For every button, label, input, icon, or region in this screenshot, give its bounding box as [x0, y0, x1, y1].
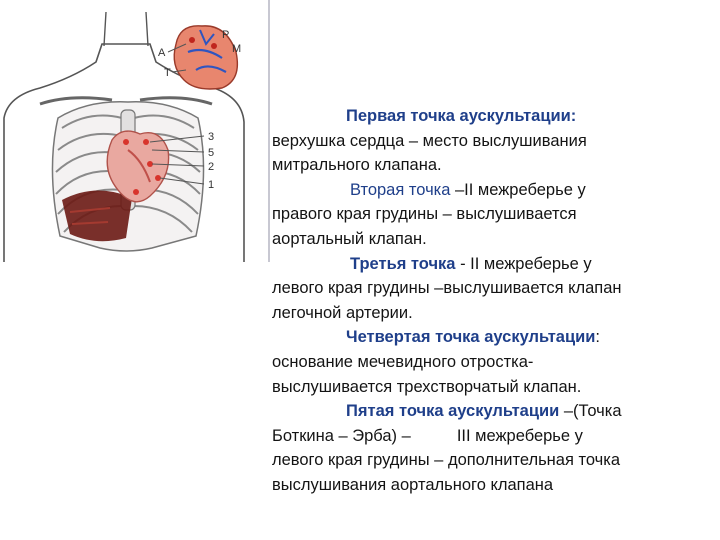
point1-line1: верхушка сердца – место выслушивания — [272, 131, 587, 150]
point3-title: Третья точка — [350, 254, 456, 273]
point3-title-line — [272, 252, 716, 277]
point3-line2: легочной артерии. — [272, 303, 413, 322]
label-a: А — [158, 47, 166, 59]
point4-colon: : — [595, 328, 600, 347]
label-m: M — [232, 43, 242, 55]
point5-line2: левого края грудины – дополнительная точка — [272, 451, 621, 470]
point2-title-line — [272, 178, 716, 203]
label-p: P — [222, 29, 230, 41]
label-1: 1 — [208, 179, 215, 191]
liver — [62, 190, 132, 241]
point1-line2: митрального клапана. — [272, 156, 442, 175]
point1-title: Первая точка аускультации: — [346, 107, 577, 125]
point5-line1a: Боткина – Эрба) – — [272, 426, 411, 445]
anatomy-figure — [0, 0, 270, 262]
point5-line1 — [272, 424, 716, 449]
point5-title-line — [272, 399, 716, 424]
point2-title: Вторая точка — [350, 180, 451, 199]
auscultation-text — [272, 104, 716, 498]
point2-line0: –II межреберье у — [450, 180, 586, 199]
point2-line1: правого края грудины – выслушивается — [272, 205, 577, 224]
label-t: T — [164, 67, 171, 79]
point4-title: Четвертая точка аускультации — [346, 328, 596, 347]
point4-line1: основание мечевидного отростка- — [272, 352, 534, 371]
point5-line3: выслушивания аортального клапана — [272, 475, 554, 494]
point5-line0: –(Точка — [559, 402, 622, 421]
point3-line1: левого края грудины –выслушивается клапан — [272, 279, 622, 298]
chest-auscultation-illustration — [0, 0, 268, 262]
label-2: 2 — [208, 161, 215, 173]
label-3: 3 — [208, 131, 215, 143]
point1-title-line — [272, 104, 716, 129]
label-5: 5 — [208, 147, 215, 159]
point5-title: Пятая точка аускультации — [346, 402, 560, 421]
point5-line1b: III межреберье у — [456, 426, 583, 445]
point2-line2: аортальный клапан. — [272, 229, 427, 248]
point4-line2: выслушивается трехстворчатый клапан. — [272, 377, 582, 396]
point3-line0: - II межреберье у — [455, 254, 592, 273]
point4-title-line — [272, 325, 716, 350]
